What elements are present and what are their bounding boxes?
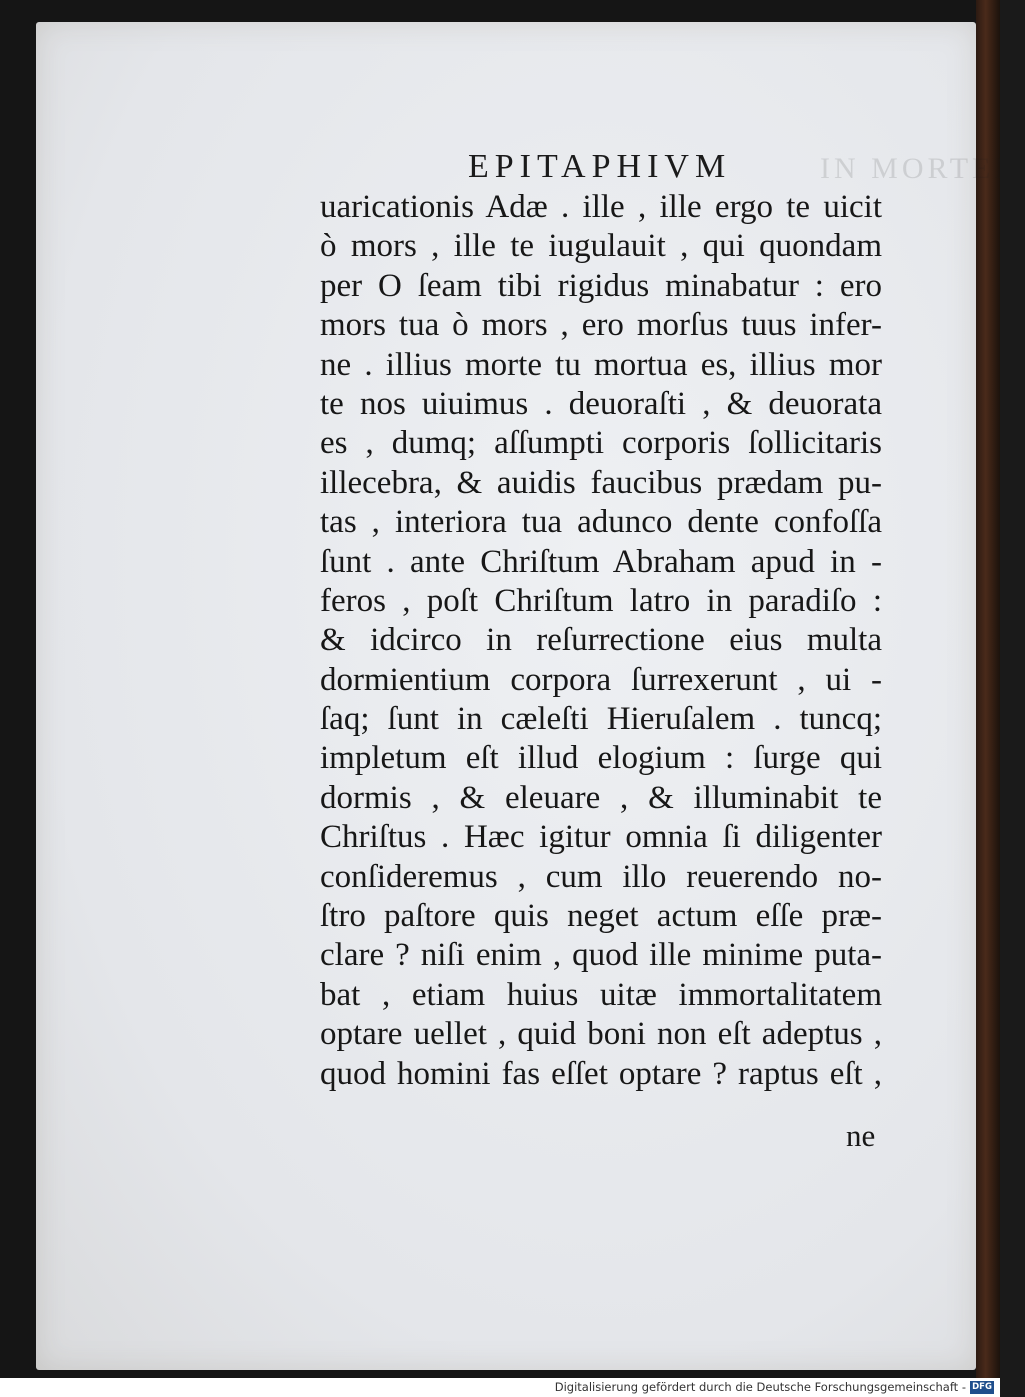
text-line: clare ? niſi enim , quod ille minime puta- <box>320 937 882 974</box>
text-line: impletum eſt illud elogium : ſurge qui <box>320 740 882 777</box>
body-text <box>320 188 882 1094</box>
text-line: optare uellet , quid boni non eſt adeptus , <box>320 1016 882 1053</box>
running-head: EPITAPHIVM <box>468 148 732 185</box>
text-line: quod homini fas eſſet optare ? raptus eſt , <box>320 1055 882 1092</box>
text-line: te nos uiuimus . deuoraſti , & deuorata <box>320 385 882 422</box>
text-line: conſideremus , cum illo reuerendo no- <box>320 858 882 895</box>
text-line: per O ſeam tibi rigidus minabatur : ero <box>320 267 882 304</box>
bleed-through-text: IN MORTEM <box>820 152 1025 185</box>
text-line: dormientium corpora ſurrexerunt , ui - <box>320 661 882 698</box>
text-line: bat , etiam huius uitæ immortalitatem <box>320 976 882 1013</box>
text-line: & idcirco in reſurrectione eius multa <box>320 622 882 659</box>
text-line: ſunt . ante Chriſtum Abraham apud in - <box>320 543 882 580</box>
footer-bar <box>0 1378 1000 1397</box>
text-line: ſaq; ſunt in cæleſti Hieruſalem . tuncq; <box>320 701 882 738</box>
book-spine-edge <box>976 0 1000 1378</box>
text-line: ne . illius morte tu mortua es, illius mor <box>320 346 882 383</box>
text-line: mors tua ò mors , ero morſus tuus infer- <box>320 307 882 344</box>
dfg-logo-icon: DFG <box>970 1381 994 1394</box>
text-line: illecebra, & auidis faucibus prædam pu- <box>320 464 882 501</box>
text-line: feros , poſt Chriſtum latro in paradiſo : <box>320 582 882 619</box>
text-line: dormis , & eleuare , & illuminabit te <box>320 779 882 816</box>
text-line: uaricationis Adæ . ille , ille ergo te uicit <box>320 189 882 225</box>
text-line: tas , interiora tua adunco dente confoſſa <box>320 504 882 541</box>
text-line: es , dumq; aſſumpti corporis ſollicitaris <box>320 425 882 462</box>
footer-credit: Digitalisierung gefördert durch die Deutsche Forschungsgemeinschaft - <box>554 1380 966 1394</box>
text-line: ſtro paſtore quis neget actum eſſe præ- <box>320 898 882 935</box>
text-line: Chriſtus . Hæc igitur omnia ſi diligenter <box>320 819 882 856</box>
text-line: ò mors , ille te iugulauit , qui quondam <box>320 228 882 265</box>
catchword: ne <box>846 1118 876 1153</box>
